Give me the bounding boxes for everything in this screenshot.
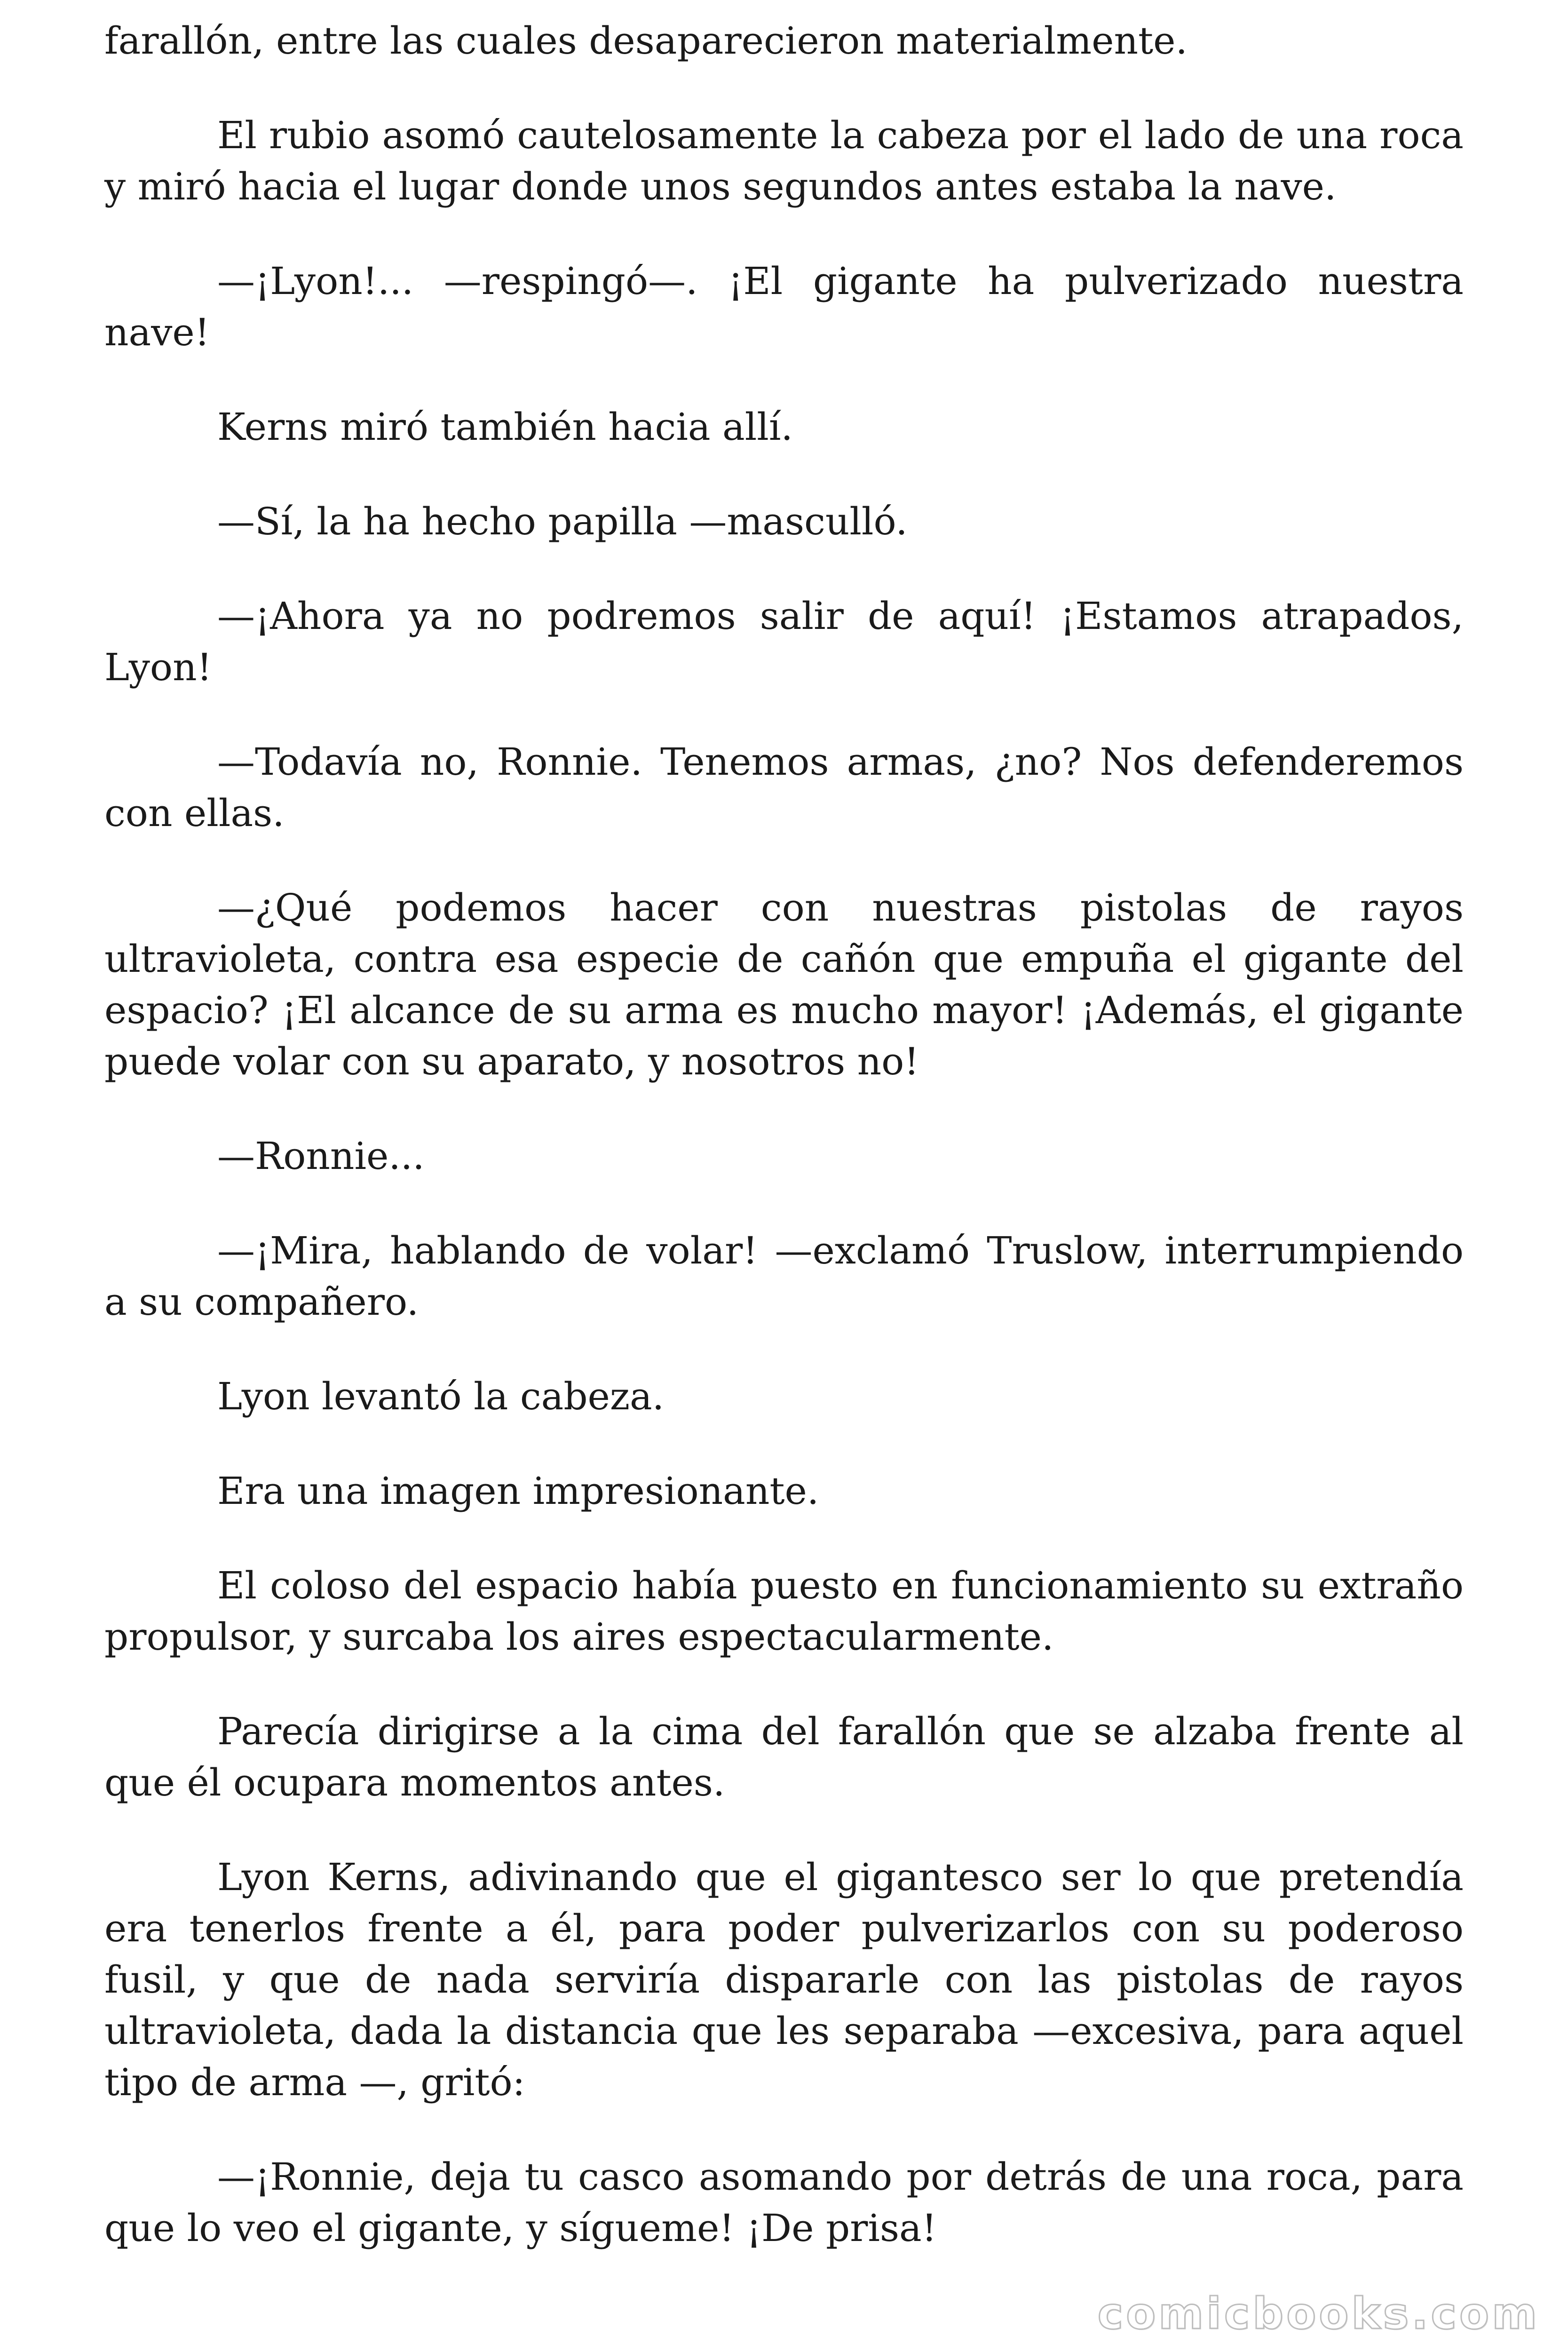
paragraph-15: Lyon Kerns, adivinando que el gigantesco ser lo que pretendía era tenerlos frente a él, para poder pulverizarlos con su poderoso fusil, y que de nada serviría dispararle con las pistolas de rayos ultravioleta, dada la distancia que les separaba —excesiva, para aquel tipo de arma —, gritó: bbox=[104, 1855, 1464, 2104]
paragraph-9: —Ronnie... bbox=[217, 1134, 425, 1178]
paragraph-7: —Todavía no, Ronnie. Tenemos armas, ¿no? Nos defenderemos con ellas. bbox=[104, 740, 1464, 835]
paragraph-16: —¡Ronnie, deja tu casco asomando por detrás de una roca, para que lo veo el gigante, y sígueme! ¡De prisa! bbox=[104, 2155, 1464, 2250]
paragraph-6: —¡Ahora ya no podremos salir de aquí! ¡Estamos atrapados, Lyon! bbox=[104, 594, 1464, 689]
paragraph-4: Kerns miró también hacia allí. bbox=[217, 405, 793, 449]
paragraph-2: El rubio asomó cautelosamente la cabeza por el lado de una roca y miró hacia el lugar donde unos segundos antes estaba la nave. bbox=[104, 113, 1464, 208]
page-text bbox=[104, 15, 1464, 2297]
paragraph-12: Era una imagen impresionante. bbox=[217, 1469, 819, 1513]
watermark: comicbooks.com bbox=[1097, 2288, 1540, 2339]
paragraph-10: —¡Mira, hablando de volar! —exclamó Truslow, interrumpiendo a su compañero. bbox=[104, 1229, 1464, 1324]
paragraph-5: —Sí, la ha hecho papilla —masculló. bbox=[217, 500, 908, 543]
paragraph-11: Lyon levantó la cabeza. bbox=[217, 1375, 665, 1418]
paragraph-3: —¡Lyon!... —respingó—. ¡El gigante ha pulverizado nuestra nave! bbox=[104, 259, 1464, 354]
paragraph-14: Parecía dirigirse a la cima del farallón que se alzaba frente al que él ocupara momentos antes. bbox=[104, 1709, 1464, 1804]
paragraph-13: El coloso del espacio había puesto en funcionamiento su extraño propulsor, y surcaba los aires espectacularmente. bbox=[104, 1564, 1464, 1659]
paragraph-1: farallón, entre las cuales desaparecieron materialmente. bbox=[104, 19, 1188, 63]
paragraph-8: —¿Qué podemos hacer con nuestras pistolas de rayos ultravioleta, contra esa especie de cañón que empuña el gigante del espacio? ¡El alcance de su arma es mucho mayor! ¡Además, el gigante puede volar con su aparato, y nosotros no! bbox=[104, 886, 1464, 1083]
